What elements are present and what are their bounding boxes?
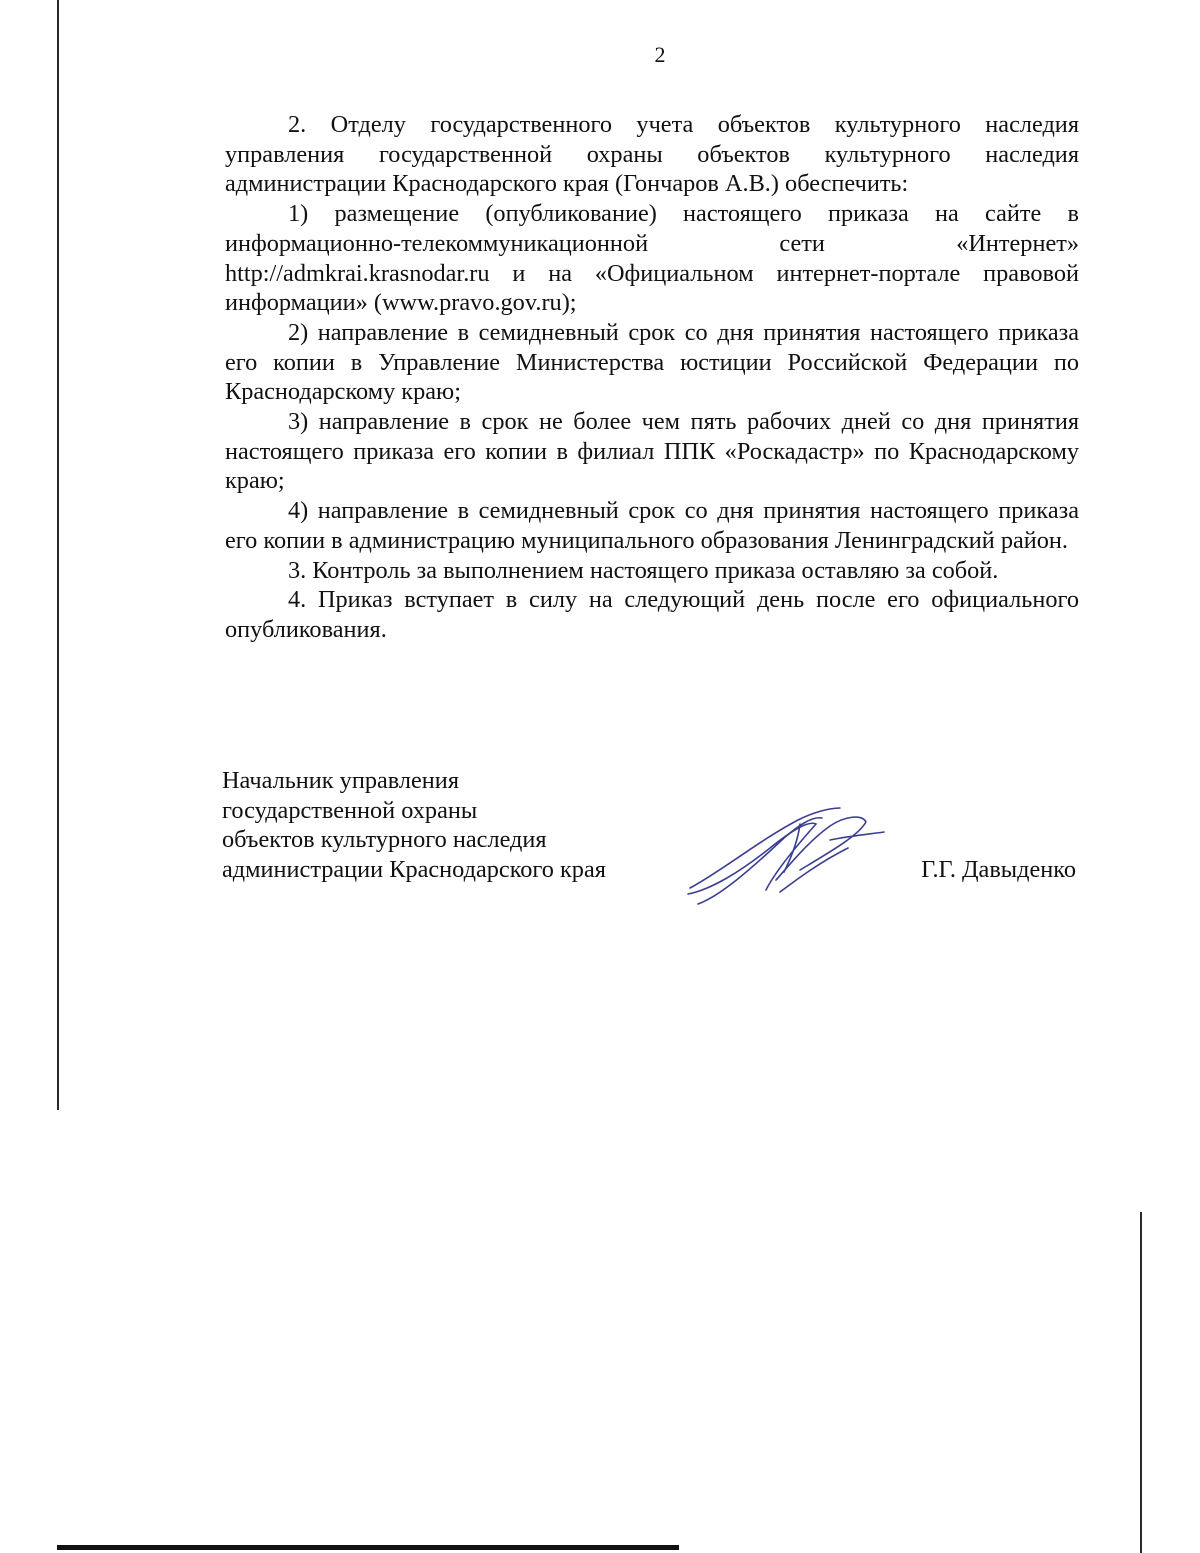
scan-edge-right <box>1140 1212 1142 1553</box>
position-line-4: администрации Краснодарского края <box>222 856 606 884</box>
paragraph-2-item-1: 1) размещение (опубликование) настоящего приказа на сайте в информационно-телекоммуникационной сети «Интернет» http://admkrai.krasnodar.ru и на «Официальном интернет-портале правовой информации» (www.pravo.gov.ru); <box>225 200 1079 317</box>
signatory-name: Г.Г. Давыденко <box>921 856 1076 883</box>
paragraph-2-item-2: 2) направление в семидневный срок со дня принятия настоящего приказа его копии в Управление Министерства юстиции Российской Федерации по Краснодарскому краю; <box>225 318 1079 406</box>
paragraph-3: 3. Контроль за выполнением настоящего приказа оставляю за собой. <box>288 556 999 584</box>
position-line-2: государственной охраны <box>222 796 478 824</box>
position-line-1: Начальник управления <box>222 767 459 794</box>
position-line-3: объектов культурного наследия <box>222 826 547 854</box>
page-number: 2 <box>654 42 666 67</box>
paragraph-2-item-3: 3) направление в срок не более чем пять рабочих дней со дня принятия настоящего приказа его копии в филиал ППК «Роскадастр» по Краснодарскому краю; <box>225 408 1079 495</box>
paragraph-2: 2. Отделу государственного учета объектов культурного наследия управления государственной охраны объектов культурного наследия администрации Краснодарского края (Гончаров А.В.) обеспечить: <box>225 111 1079 198</box>
paragraph-4: 4. Приказ вступает в силу на следующий день после его официального опубликования. <box>225 586 1079 643</box>
document-body <box>225 110 1079 645</box>
paragraph-2-item-4: 4) направление в семидневный срок со дня принятия настоящего приказа его копии в администрацию муниципального образования Ленинградский район. <box>225 497 1079 554</box>
scan-edge-bottom <box>57 1545 679 1550</box>
scan-edge-left <box>57 0 59 1110</box>
handwritten-signature <box>680 800 890 910</box>
signature-block <box>222 766 1080 885</box>
